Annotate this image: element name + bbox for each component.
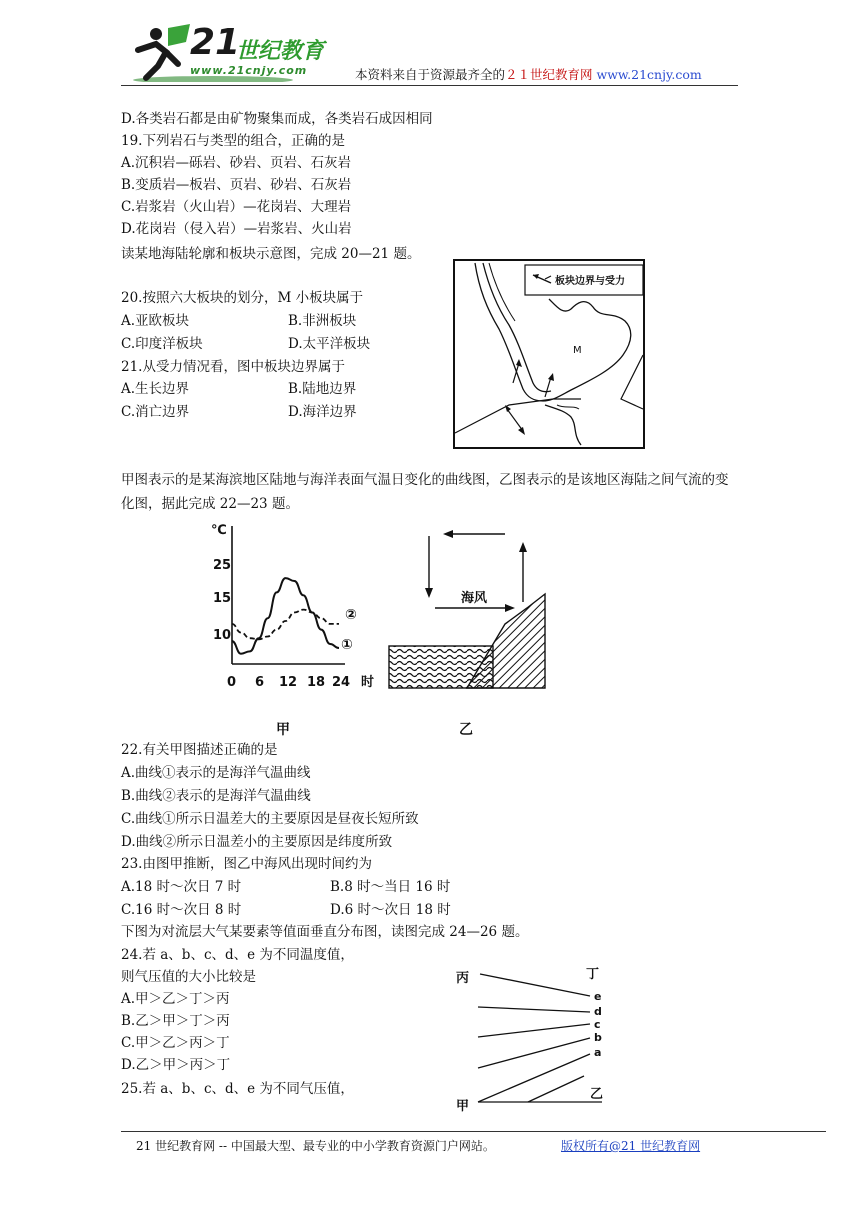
q19-option-b: B.变质岩—板岩、页岩、砂岩、石灰岩 [121, 177, 352, 193]
q23-option-a: A.18 时～次日 7 时 [121, 879, 242, 895]
intro-24-26: 下图为对流层大气某要素等值面垂直分布图，读图完成 24—26 题。 [121, 924, 529, 940]
level-line-a [478, 1054, 590, 1102]
q23-option-c: C.16 时～次日 8 时 [121, 902, 242, 918]
level-b: b [594, 1031, 602, 1044]
q22-option-d: D.曲线②所示日温差小的主要原因是纬度所致 [121, 834, 393, 850]
q23-option-d: D.6 时～次日 18 时 [330, 902, 451, 918]
q20-option-a: A.亚欧板块 [121, 313, 190, 329]
q22-stem: 22.有关甲图描述正确的是 [121, 742, 278, 758]
label-jia: 甲 [456, 1099, 470, 1114]
caption-jia: 甲 [276, 722, 290, 738]
header-rule [121, 85, 738, 86]
q20-option-c: C.印度洋板块 [121, 336, 203, 352]
footer-text: 21 世纪教育网 -- 中国最大型、最专业的中小学教育资源门户网站。 [136, 1139, 495, 1153]
intro-22-23: 甲图表示的是某海滨地区陆地与海洋表面气温日变化的曲线图，乙图表示的是该地区海陆之间气流的变化图，据此完成 22—23 题。 [121, 472, 729, 512]
footer-rule [121, 1131, 826, 1132]
q22-option-c: C.曲线①所示日温差大的主要原因是昼夜长短所致 [121, 811, 419, 827]
isosurface-figure [452, 962, 622, 1122]
q24-option-d: D.乙＞甲＞丙＞丁 [121, 1057, 231, 1073]
q21-option-b: B.陆地边界 [288, 381, 357, 397]
level-c: c [594, 1018, 601, 1031]
q21-option-c: C.消亡边界 [121, 404, 190, 420]
plate-m-label: M [573, 345, 582, 356]
source-site: ２１世纪教育网 [505, 67, 593, 82]
temp-line-chart [205, 518, 385, 743]
q19-option-a: A.沉积岩—砾岩、砂岩、页岩、石灰岩 [121, 155, 352, 171]
source-url[interactable]: www.21cnjy.com [596, 67, 702, 82]
q20-stem: 20.按照六大板块的划分，M 小板块属于 [121, 290, 364, 306]
label-yi: 乙 [590, 1087, 604, 1102]
q18-option-d: D.各类岩石都是由矿物聚集而成，各类岩石成因相同 [121, 111, 433, 127]
header-logo[interactable] [128, 20, 348, 82]
plate-map-figure [453, 259, 645, 449]
q24-option-c: C.甲＞乙＞丙＞丁 [121, 1035, 230, 1051]
q22-option-a: A.曲线①表示的是海洋气温曲线 [121, 765, 311, 781]
y-tick-25: 25 [213, 558, 232, 573]
plate-legend-label: 板块边界与受力 [555, 276, 625, 287]
q20-option-d: D.太平洋板块 [288, 336, 371, 352]
level-d: d [594, 1005, 602, 1018]
label-bing: 丙 [456, 971, 470, 986]
q21-stem: 21.从受力情况看，图中板块边界属于 [121, 359, 345, 375]
sea-breeze-label: 海风 [461, 591, 488, 606]
q24-stem-line2: 则气压值的大小比较是 [121, 969, 256, 985]
temp-chart-figure [205, 518, 385, 743]
level-line-d [478, 1007, 590, 1012]
q21-option-d: D.海洋边界 [288, 404, 357, 420]
label-ding: 丁 [586, 967, 600, 982]
x-tick-18: 18 [307, 675, 326, 690]
q24-stem-line1: 24.若 a、b、c、d、e 为不同温度值， [121, 947, 354, 963]
series-1-line [232, 578, 339, 654]
x-tick-6: 6 [255, 675, 265, 690]
x-unit-label: 时 [361, 675, 375, 690]
intro-20-21: 读某地海陆轮廓和板块示意图，完成 20—21 题。 [121, 246, 421, 262]
logo-url: www.21cnjy.com [190, 64, 308, 77]
source-prefix: 本资料来自于资源最齐全的 [355, 67, 506, 82]
q23-stem: 23.由图甲推断，图乙中海风出现时间约为 [121, 856, 372, 872]
chart-unit-label: ℃ [211, 523, 227, 538]
x-tick-24: 24 [332, 675, 351, 690]
curve-1-label: ① [341, 637, 353, 653]
header-source-line [355, 65, 702, 83]
y-tick-15: 15 [213, 591, 232, 606]
q25-stem: 25.若 a、b、c、d、e 为不同气压值， [121, 1081, 354, 1097]
q20-option-b: B.非洲板块 [288, 313, 357, 329]
q21-option-a: A.生长边界 [121, 381, 190, 397]
caption-yi: 乙 [459, 722, 473, 738]
series-2-line [232, 610, 339, 640]
curve-2-label: ② [345, 607, 357, 623]
level-line-c [478, 1024, 590, 1037]
x-tick-12: 12 [279, 675, 298, 690]
q23-option-b: B.8 时～当日 16 时 [330, 879, 451, 895]
logo-name: 世纪教育 [236, 39, 325, 64]
level-line-short [528, 1076, 584, 1102]
airflow-figure [387, 528, 552, 690]
level-a: a [594, 1046, 602, 1059]
x-tick-0: 0 [227, 675, 237, 690]
logo-number: 21 [190, 22, 241, 63]
q24-option-b: B.乙＞甲＞丁＞丙 [121, 1013, 230, 1029]
q22-option-b: B.曲线②表示的是海洋气温曲线 [121, 788, 311, 804]
q19-option-d: D.花岗岩（侵入岩）—岩浆岩、火山岩 [121, 221, 352, 237]
level-line-e [480, 974, 590, 996]
y-tick-10: 10 [213, 628, 232, 643]
level-line-b [478, 1038, 590, 1068]
copyright-link[interactable]: 版权所有@21 世纪教育网 [561, 1139, 701, 1153]
level-e: e [594, 990, 602, 1003]
q19-stem: 19.下列岩石与类型的组合，正确的是 [121, 133, 345, 149]
q24-option-a: A.甲＞乙＞丁＞丙 [121, 991, 230, 1007]
q19-option-c: C.岩浆岩（火山岩）—花岗岩、大理岩 [121, 199, 352, 215]
